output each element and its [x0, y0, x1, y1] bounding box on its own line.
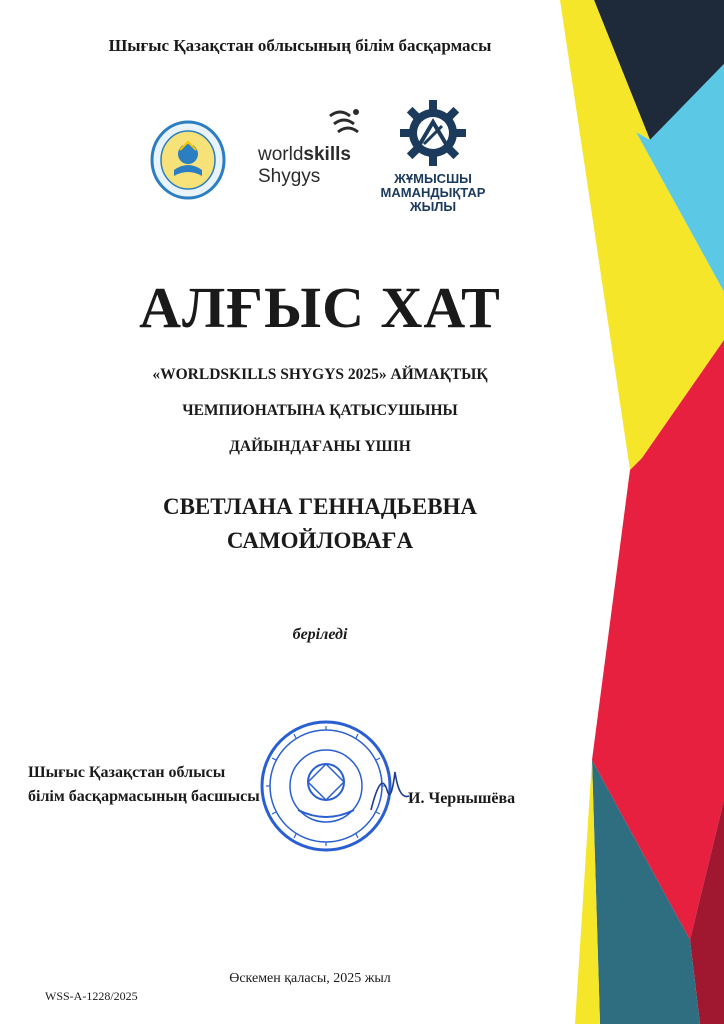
awarded-text: беріледі: [292, 626, 348, 643]
subtitle-line-1: «WORLDSKILLS SHYGYS 2025» АЙМАҚТЫҚ: [152, 366, 488, 383]
year-label-line-3: ЖЫЛЫ: [409, 199, 457, 214]
document-code: WSS-A-1228/2025: [45, 989, 138, 1003]
subtitle-line-2: ЧЕМПИОНАТЫНА ҚАТЫСУШЫНЫ: [182, 402, 458, 419]
worldskills-word-world: world: [258, 144, 304, 165]
signatory-position-line-1: Шығыс Қазақстан облысы: [28, 764, 226, 781]
worldskills-mark-icon: [326, 106, 366, 140]
worldskills-shygys-logo: [258, 106, 366, 192]
year-label-line-1: ЖҰМЫСШЫ: [394, 171, 472, 186]
worldskills-word-skills: skills: [303, 144, 351, 165]
recipient-name-line-1: СВЕТЛАНА ГЕННАДЬЕВНА: [162, 494, 478, 519]
subtitle-line-3: ДАЙЫНДАҒАНЫ ҮШІН: [229, 438, 411, 455]
issuing-organization: Шығыс Қазақстан облысының білім басқармасы: [108, 36, 492, 55]
education-department-emblem: [150, 120, 226, 200]
gear-emblem-icon: [400, 100, 466, 166]
worldskills-region: Shygys: [258, 166, 321, 187]
year-label-line-2: МАМАНДЫҚТАР: [380, 185, 486, 200]
place-and-year: Өскемен қаласы, 2025 жыл: [229, 971, 391, 986]
signatory-position-line-2: білім басқармасының басшысы: [28, 788, 260, 805]
signatory-name: И. Чернышёва: [408, 790, 516, 807]
recipient-name-line-2: САМОЙЛОВАҒА: [226, 528, 414, 553]
certificate-title: АЛҒЫС ХАТ: [139, 275, 501, 340]
